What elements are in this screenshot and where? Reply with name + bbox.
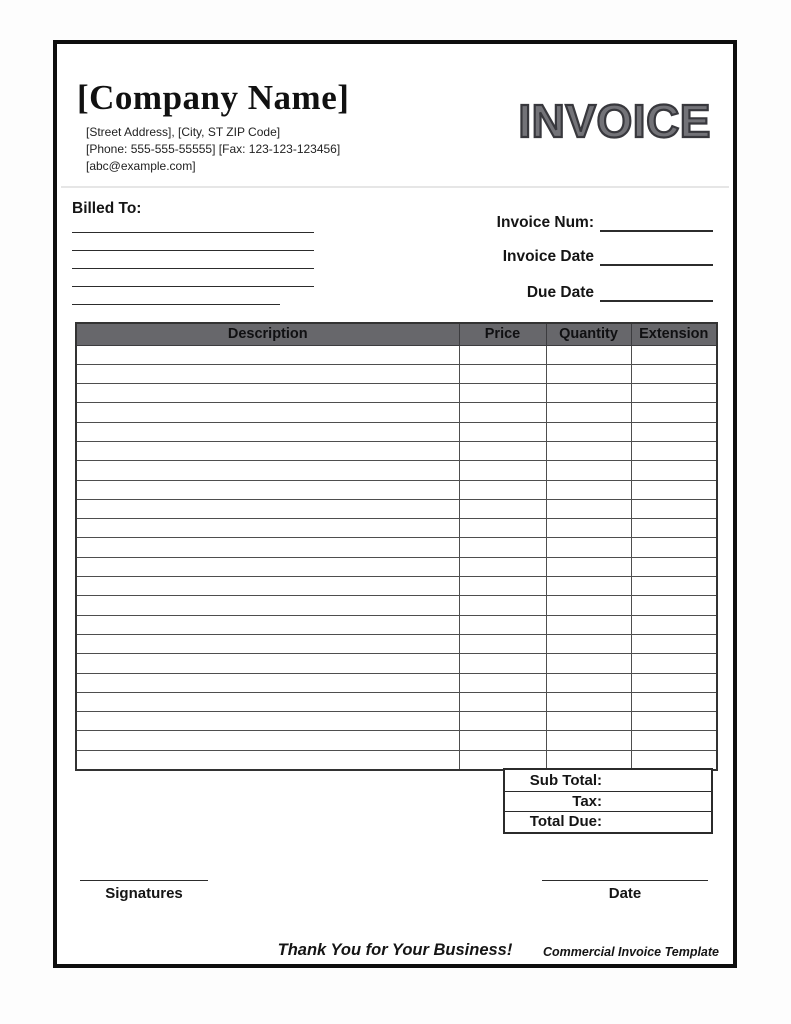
- table-cell[interactable]: [631, 364, 717, 383]
- table-cell[interactable]: [459, 692, 546, 711]
- table-cell[interactable]: [459, 712, 546, 731]
- total-due-label: Total Due:: [529, 813, 602, 831]
- table-cell[interactable]: [459, 345, 546, 364]
- table-cell[interactable]: [546, 731, 631, 750]
- table-cell[interactable]: [76, 441, 459, 460]
- table-row: [76, 364, 717, 383]
- table-cell[interactable]: [459, 750, 546, 770]
- table-row: [76, 480, 717, 499]
- table-cell[interactable]: [546, 422, 631, 441]
- table-row: [76, 441, 717, 460]
- table-cell[interactable]: [459, 577, 546, 596]
- invoice-date-row: [503, 248, 713, 266]
- table-cell[interactable]: [546, 577, 631, 596]
- table-cell[interactable]: [631, 519, 717, 538]
- billed-to-lines: [72, 232, 314, 322]
- table-cell[interactable]: [76, 596, 459, 615]
- table-cell[interactable]: [631, 422, 717, 441]
- table-row: [76, 519, 717, 538]
- table-cell[interactable]: [459, 461, 546, 480]
- column-header-price: Price: [459, 323, 546, 345]
- table-cell[interactable]: [631, 712, 717, 731]
- date-label: Date: [608, 885, 642, 902]
- table-cell[interactable]: [631, 731, 717, 750]
- table-row: [76, 634, 717, 653]
- table-cell[interactable]: [459, 422, 546, 441]
- table-cell[interactable]: [76, 403, 459, 422]
- billed-to-blank-line[interactable]: [72, 268, 314, 286]
- table-cell[interactable]: [631, 461, 717, 480]
- table-row: [76, 422, 717, 441]
- table-cell[interactable]: [459, 519, 546, 538]
- header-divider: [61, 186, 729, 188]
- table-cell[interactable]: [76, 519, 459, 538]
- table-cell[interactable]: [631, 634, 717, 653]
- due-date-label: Due Date: [526, 284, 594, 301]
- table-cell[interactable]: [459, 480, 546, 499]
- table-cell[interactable]: [546, 750, 631, 770]
- invoice-table-body: [76, 345, 717, 770]
- table-row: [76, 692, 717, 711]
- table-cell[interactable]: [546, 384, 631, 403]
- table-cell[interactable]: [631, 499, 717, 518]
- table-cell[interactable]: [459, 615, 546, 634]
- table-cell[interactable]: [76, 712, 459, 731]
- billed-to-label: Billed To:: [72, 200, 142, 217]
- table-row: [76, 615, 717, 634]
- table-cell[interactable]: [76, 731, 459, 750]
- company-phone-fax: [Phone: 555-555-55555] [Fax: 123-123-123456]: [86, 142, 341, 156]
- due-date-row: [527, 284, 713, 302]
- table-cell[interactable]: [631, 596, 717, 615]
- invoice-date-label: Invoice Date: [502, 248, 594, 265]
- table-row: [76, 750, 717, 770]
- table-cell[interactable]: [76, 577, 459, 596]
- table-cell[interactable]: [459, 364, 546, 383]
- table-row: [76, 596, 717, 615]
- table-cell[interactable]: [546, 557, 631, 576]
- table-cell[interactable]: [631, 750, 717, 770]
- table-cell[interactable]: [459, 538, 546, 557]
- table-cell[interactable]: [76, 557, 459, 576]
- table-row: [76, 403, 717, 422]
- table-row: [76, 673, 717, 692]
- table-cell[interactable]: [459, 654, 546, 673]
- table-cell[interactable]: [546, 519, 631, 538]
- billed-to-blank-line[interactable]: [72, 232, 314, 250]
- company-address: [Street Address], [City, ST ZIP Code]: [86, 125, 281, 139]
- table-cell[interactable]: [76, 615, 459, 634]
- table-cell[interactable]: [631, 345, 717, 364]
- subtotal-row: [505, 770, 711, 791]
- table-row: [76, 577, 717, 596]
- table-cell[interactable]: [546, 596, 631, 615]
- column-header-description: Description: [76, 323, 459, 345]
- table-cell[interactable]: [546, 654, 631, 673]
- table-cell[interactable]: [546, 538, 631, 557]
- table-cell[interactable]: [631, 654, 717, 673]
- table-cell[interactable]: [546, 364, 631, 383]
- table-cell[interactable]: [631, 538, 717, 557]
- table-cell[interactable]: [76, 480, 459, 499]
- table-cell[interactable]: [631, 673, 717, 692]
- table-cell[interactable]: [546, 499, 631, 518]
- table-cell[interactable]: [459, 557, 546, 576]
- table-cell[interactable]: [76, 461, 459, 480]
- billed-to-blank-line[interactable]: [72, 286, 314, 304]
- table-cell[interactable]: [631, 615, 717, 634]
- table-header-row: [76, 323, 717, 345]
- invoice-number-row: [497, 214, 713, 232]
- table-cell[interactable]: [76, 499, 459, 518]
- table-cell[interactable]: [546, 461, 631, 480]
- tax-label: Tax:: [572, 792, 602, 810]
- table-cell[interactable]: [546, 673, 631, 692]
- table-row: [76, 384, 717, 403]
- date-line[interactable]: [542, 880, 708, 881]
- table-cell[interactable]: [76, 364, 459, 383]
- table-cell[interactable]: [459, 634, 546, 653]
- table-row: [76, 461, 717, 480]
- table-row: [76, 712, 717, 731]
- signature-label: Signatures: [105, 885, 183, 902]
- table-cell[interactable]: [631, 403, 717, 422]
- line-items-table: [75, 322, 718, 771]
- table-cell[interactable]: [459, 441, 546, 460]
- footer-thanks-text: Thank You for Your Business!: [277, 941, 513, 959]
- table-cell[interactable]: [76, 538, 459, 557]
- invoice-title: INVOICE: [518, 95, 711, 147]
- table-row: [76, 499, 717, 518]
- table-cell[interactable]: [546, 692, 631, 711]
- footer-template-name: Commercial Invoice Template: [543, 945, 719, 959]
- table-cell[interactable]: [546, 615, 631, 634]
- column-header-quantity: Quantity: [546, 323, 631, 345]
- total-due-row: [505, 811, 711, 832]
- table-cell[interactable]: [76, 634, 459, 653]
- table-cell[interactable]: [76, 422, 459, 441]
- company-details: [86, 124, 340, 175]
- totals-box: [503, 768, 713, 834]
- table-cell[interactable]: [631, 480, 717, 499]
- table-cell[interactable]: [546, 403, 631, 422]
- table-cell[interactable]: [76, 384, 459, 403]
- tax-row: [505, 791, 711, 812]
- billed-to-blank-line[interactable]: [72, 250, 314, 268]
- signature-line[interactable]: [80, 880, 208, 881]
- table-cell[interactable]: [459, 596, 546, 615]
- table-cell[interactable]: [76, 345, 459, 364]
- due-date-field[interactable]: [600, 286, 713, 302]
- table-row: [76, 654, 717, 673]
- invoice-number-field[interactable]: [600, 216, 713, 232]
- invoice-page: [53, 40, 737, 968]
- invoice-number-label: Invoice Num:: [496, 214, 594, 231]
- table-cell[interactable]: [546, 441, 631, 460]
- table-cell[interactable]: [459, 403, 546, 422]
- column-header-extension: Extension: [631, 323, 717, 345]
- table-cell[interactable]: [546, 480, 631, 499]
- table-cell[interactable]: [546, 345, 631, 364]
- table-cell[interactable]: [459, 499, 546, 518]
- table-row: [76, 731, 717, 750]
- table-cell[interactable]: [459, 384, 546, 403]
- table-cell[interactable]: [631, 441, 717, 460]
- company-name: [Company Name]: [77, 78, 350, 117]
- table-cell[interactable]: [76, 654, 459, 673]
- company-email: [abc@example.com]: [86, 159, 196, 173]
- table-cell[interactable]: [546, 634, 631, 653]
- subtotal-label: Sub Total:: [529, 771, 602, 789]
- table-cell[interactable]: [631, 577, 717, 596]
- invoice-date-field[interactable]: [600, 250, 713, 266]
- table-cell[interactable]: [631, 384, 717, 403]
- table-row: [76, 345, 717, 364]
- table-cell[interactable]: [76, 692, 459, 711]
- table-row: [76, 557, 717, 576]
- table-cell[interactable]: [631, 692, 717, 711]
- billed-to-blank-line[interactable]: [72, 304, 280, 322]
- table-cell[interactable]: [76, 750, 459, 770]
- table-cell[interactable]: [631, 557, 717, 576]
- table-cell[interactable]: [459, 673, 546, 692]
- table-cell[interactable]: [459, 731, 546, 750]
- table-cell[interactable]: [546, 712, 631, 731]
- table-cell[interactable]: [76, 673, 459, 692]
- table-row: [76, 538, 717, 557]
